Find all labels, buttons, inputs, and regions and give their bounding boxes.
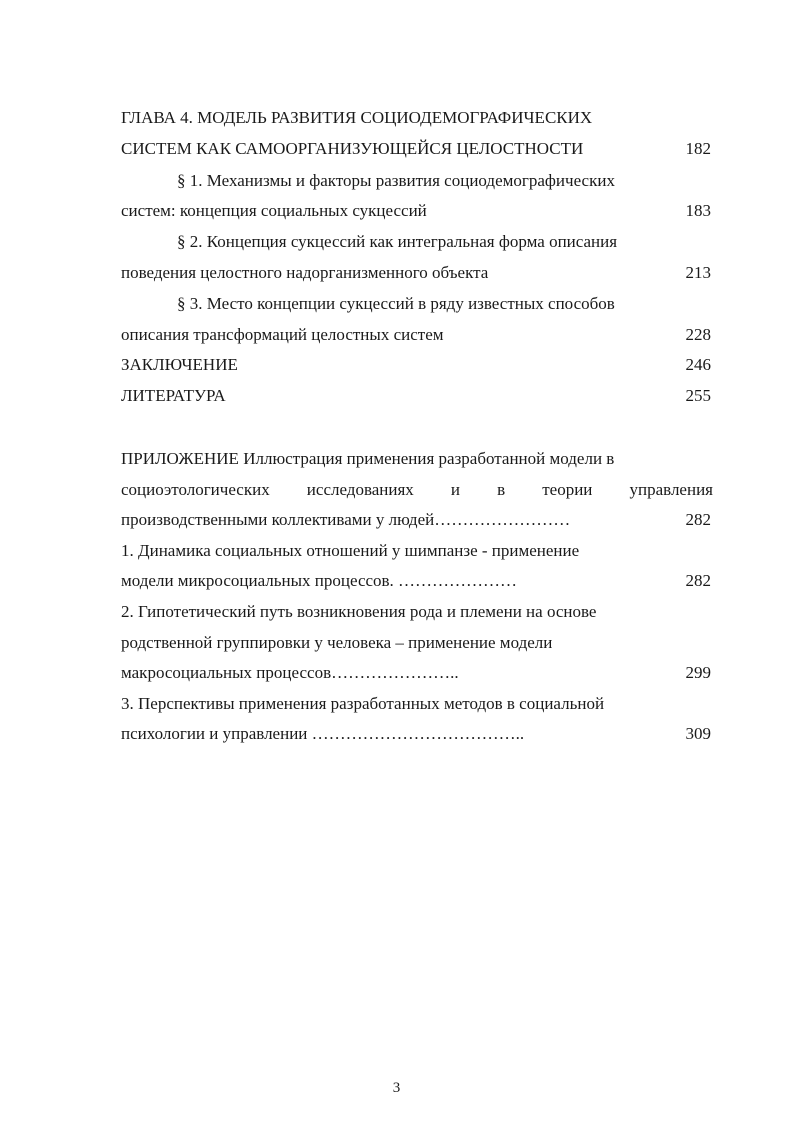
- literature-page: 255: [685, 386, 711, 405]
- section3-page: 228: [685, 325, 711, 344]
- appendix-word: в: [497, 480, 506, 499]
- appendix-word: и: [450, 480, 461, 499]
- section1-title-line1: § 1. Механизмы и факторы развития социодемографических: [177, 171, 615, 190]
- chapter4-title-line1: ГЛАВА 4. МОДЕЛЬ РАЗВИТИЯ СОЦИОДЕМОГРАФИЧЕСКИХ: [121, 108, 593, 127]
- appendix-word: исследованиях: [306, 480, 414, 499]
- section1-title-line2: систем: концепция социальных сукцессий: [121, 201, 427, 220]
- item2-title-line3: макросоциальных процессов…………………..: [121, 663, 459, 682]
- chapter4-title-line2: СИСТЕМ КАК САМООРГАНИЗУЮЩЕЙСЯ ЦЕЛОСТНОСТИ: [121, 139, 584, 158]
- page-number: 3: [392, 1080, 401, 1096]
- item1-page: 282: [685, 571, 711, 590]
- conclusion-title: ЗАКЛЮЧЕНИЕ: [121, 355, 238, 374]
- literature-title: ЛИТЕРАТУРА: [121, 386, 226, 405]
- conclusion-page: 246: [685, 355, 711, 374]
- appendix-word: социоэтологических: [121, 480, 270, 499]
- section2-title-line2: поведения целостного надорганизменного объекта: [121, 263, 489, 282]
- item1-title-line2: модели микросоциальных процессов. …………………: [121, 571, 518, 590]
- item3-page: 309: [685, 724, 711, 743]
- item2-title-line1: 2. Гипотетический путь возникновения рода и племени на основе: [121, 602, 597, 621]
- item2-page: 299: [685, 663, 711, 682]
- appendix-word: управления: [629, 480, 713, 499]
- section1-page: 183: [685, 201, 711, 220]
- chapter4-page: 182: [685, 139, 711, 158]
- section3-title-line1: § 3. Место концепции сукцессий в ряду известных способов: [177, 294, 615, 313]
- appendix-title-line2: [121, 479, 713, 501]
- section3-title-line2: описания трансформаций целостных систем: [121, 325, 444, 344]
- appendix-title-line1: ПРИЛОЖЕНИЕ Иллюстрация применения разработанной модели в: [121, 449, 615, 468]
- item1-title-line1: 1. Динамика социальных отношений у шимпанзе - применение: [121, 541, 580, 560]
- item2-title-line2: родственной группировки у человека – применение модели: [121, 633, 553, 652]
- appendix-word: теории: [542, 480, 593, 499]
- item3-title-line1: 3. Перспективы применения разработанных методов в социальной: [121, 694, 605, 713]
- section2-page: 213: [685, 263, 711, 282]
- appendix-title-line3: производственными коллективами у людей……………………: [121, 510, 571, 529]
- appendix-page: 282: [685, 510, 711, 529]
- section2-title-line1: § 2. Концепция сукцессий как интегральная форма описания: [177, 232, 618, 251]
- item3-title-line2: психологии и управлении ………………………………..: [121, 724, 525, 743]
